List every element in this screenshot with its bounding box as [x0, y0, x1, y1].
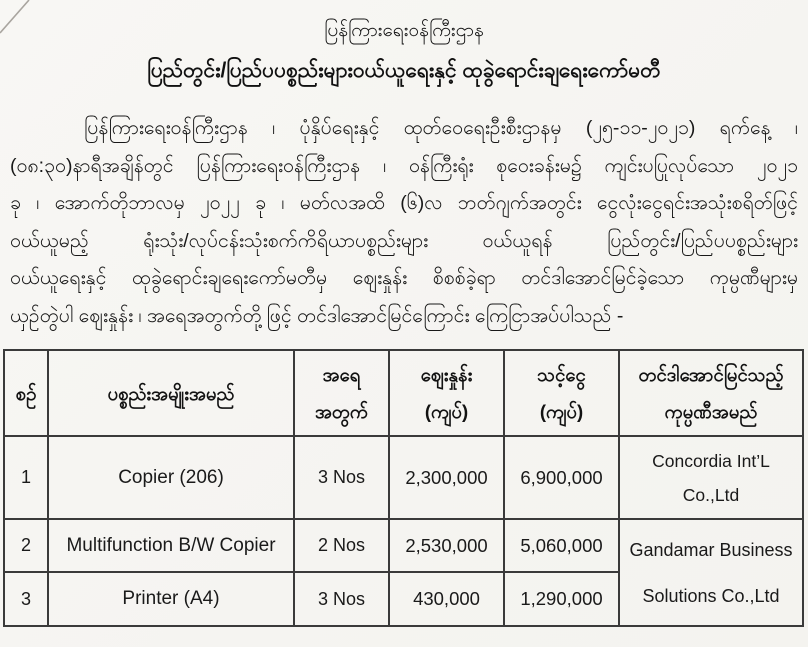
header-label-amount-line2: (ကျပ်) [539, 401, 584, 422]
header-label-company-line1: တင်ဒါအောင်မြင်သည့် [638, 364, 784, 385]
header-label-quantity-line2: အတွက် [314, 401, 369, 422]
company-name-line1: Gandamar Business [629, 539, 793, 560]
body-line: ခု ၊ အောက်တိုဘာလမှ ၂၀၂၂ ခု ၊ မတ်လအထိ (၆)လ ဘတ်ဂျက်အတွင်း ငွေလုံးငွေရင်းအသုံးစရိတ်ဖြင့် [10, 192, 798, 214]
header-cell-item-name [48, 350, 294, 436]
quantity-cell: 3 Nos [294, 436, 389, 519]
table-header-row [4, 350, 803, 436]
price-cell: 2,530,000 [389, 519, 504, 572]
header-cell-amount [504, 350, 619, 436]
header-label-amount-line1: သင့်ငွေ [537, 364, 586, 385]
body-line: ပြန်ကြားရေးဝန်ကြီးဌာန ၊ ပုံနှိပ်ရေးနှင့် ထုတ်ဝေရေးဦးစီးဌာနမှ (၂၅-၁၁-၂၀၂၁) ရက်နေ့ ၊ [84, 117, 798, 139]
amount-cell: 6,900,000 [504, 436, 619, 519]
header-label-price-line2: (ကျပ်) [424, 401, 469, 422]
amount-cell: 1,290,000 [504, 572, 619, 626]
quantity-cell: 2 Nos [294, 519, 389, 572]
header-cell-quantity [294, 350, 389, 436]
header-label-item-name: ပစ္စည်းအမျိုးအမည် [107, 382, 235, 404]
amount-cell: 5,060,000 [504, 519, 619, 572]
header-cell-serial [4, 350, 48, 436]
header-label-serial: စဉ် [15, 382, 37, 404]
price-cell: 430,000 [389, 572, 504, 626]
committee-title: ပြည်တွင်း/ပြည်ပပစ္စည်းများဝယ်ယူရေးနှင့် ထုခွဲရောင်းချရေးကော်မတီ [147, 59, 661, 82]
header-label-quantity-line1: အရေ [322, 364, 361, 385]
header-label-company-line2: ကုမ္ပဏီအမည် [664, 401, 758, 422]
company-name-line1: Concordia Int’L [652, 450, 770, 471]
ministry-title: ပြန်ကြားရေးဝန်ကြီးဌာန [324, 20, 484, 41]
body-line: ဝယ်ယူရေးနှင့် ထုခွဲရောင်းချရေးကော်မတီမှ ဈေးနှုန်း စိစစ်ခဲ့ရာ တင်ဒါအောင်မြင်ခဲ့သော ကုမ္ပဏီများမှ [10, 267, 798, 289]
header-cell-unit-price [389, 350, 504, 436]
company-cell-merged [619, 519, 803, 626]
header-cell-winning-company [619, 350, 803, 436]
header-label-price-line1: ဈေးနှုန်း [420, 364, 473, 385]
body-line: (၀၈:၃၀)နာရီအချိန်တွင် ပြန်ကြားရေးဝန်ကြီးဌာန ၊ ဝန်ကြီးရုံး စုဝေးခန်းမ၌ ကျင်းပပြုလုပ်သော ၂၀၂၁ [10, 154, 798, 177]
body-line: ယှဉ်တွဲပါ ဈေးနှုန်း ၊ အရေအတွက်တို့ဖြင့် တင်ဒါအောင်မြင်ကြောင်း ကြေငြာအပ်ပါသည် - [10, 304, 624, 327]
company-cell [619, 436, 803, 519]
quantity-cell: 3 Nos [294, 572, 389, 626]
company-name-line2: Solutions Co.,Ltd [642, 585, 780, 606]
serial-cell: 2 [4, 519, 48, 572]
tender-results-table [3, 349, 804, 627]
serial-cell: 1 [4, 436, 48, 519]
item-cell: Multifunction B/W Copier [48, 519, 294, 572]
company-name-line2: Co.,Ltd [682, 484, 740, 505]
item-cell: Copier (206) [48, 436, 294, 519]
table-row [4, 436, 803, 519]
body-line: ဝယ်ယူမည့် ရုံးသုံး/လုပ်ငန်းသုံးစက်ကိရိယာပစ္စည်းများ ဝယ်ယူရန် ပြည်တွင်း/ပြည်ပပစ္စည်းများ [10, 229, 798, 252]
serial-cell: 3 [4, 572, 48, 626]
item-cell: Printer (A4) [48, 572, 294, 626]
price-cell: 2,300,000 [389, 436, 504, 519]
table-row [4, 519, 803, 572]
announcement-paragraph [10, 110, 798, 335]
